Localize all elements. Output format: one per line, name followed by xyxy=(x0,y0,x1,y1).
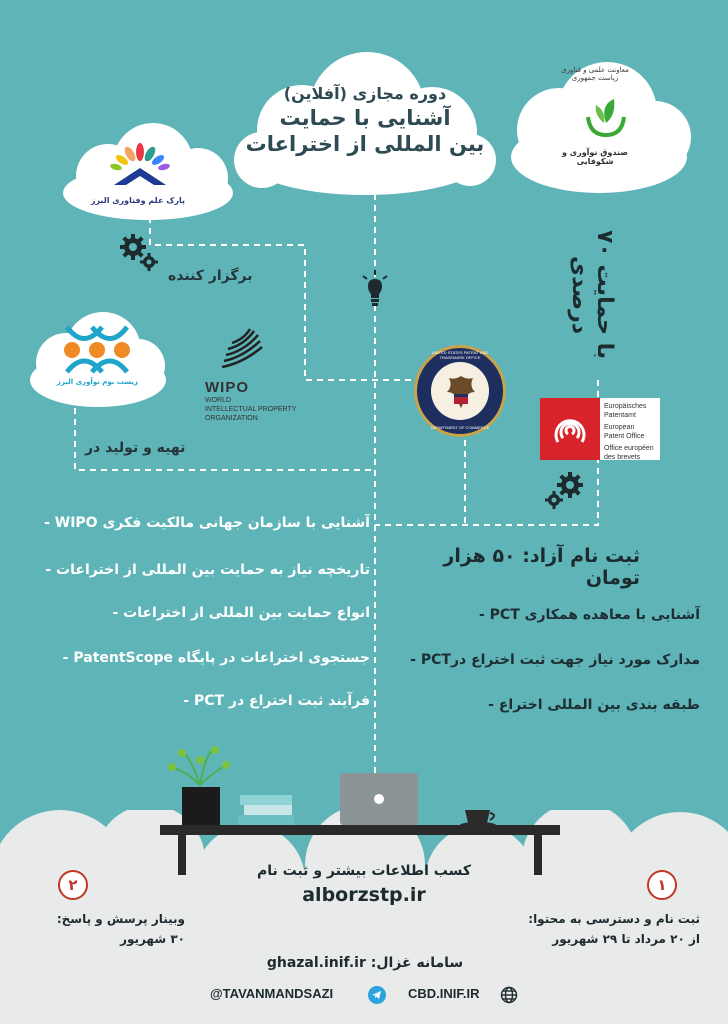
gear-icon-right xyxy=(545,470,585,510)
step1-badge: ۱ xyxy=(647,870,677,900)
step2-date: ۳۰ شهریور xyxy=(120,932,185,946)
organizer-label: برگزار کننده xyxy=(168,268,253,284)
plant-icon xyxy=(168,746,230,825)
vp-fund: صندوق نوآوری و شکوفایی xyxy=(562,148,628,166)
topic-right-2: مدارک مورد نیاز جهت ثبت اختراع درPCT - xyxy=(410,652,700,668)
epo-en2: Patent Office xyxy=(604,433,645,440)
epo-fr2: des brevets xyxy=(604,454,641,461)
telegram-icon xyxy=(368,986,386,1004)
epo-logo xyxy=(540,398,660,460)
epo-fr1: Office européen xyxy=(604,445,654,452)
epo-de1: Europäisches xyxy=(604,403,647,410)
wipo-line3: ORGANIZATION xyxy=(205,415,258,422)
website-link[interactable]: alborzstp.ir xyxy=(302,884,426,906)
registration-price: ثبت نام آزاد: ۵۰ هزار تومان xyxy=(443,545,640,589)
uspto-dept: DEPARTMENT OF COMMERCE xyxy=(430,425,490,430)
support-text: با حمایت ۷۰ درصدی xyxy=(567,230,617,360)
gear-icon-left xyxy=(118,232,158,272)
globe-icon xyxy=(500,986,518,1004)
ecosystem-name: زیست بوم نوآوری البرز xyxy=(56,378,139,386)
topic-left-5: فرآیند ثبت اختراع در PCT - xyxy=(183,693,370,709)
laptop-icon xyxy=(340,773,418,825)
topic-left-1: آشنایی با سازمان جهانی مالکیت فکری WIPO - xyxy=(44,515,370,531)
epo-de2: Patentamt xyxy=(604,412,636,419)
desk-scene xyxy=(160,745,560,875)
course-type: دوره مجازی (آفلاین) xyxy=(283,84,447,103)
info-line: کسب اطلاعات بیشتر و ثبت نام xyxy=(257,863,471,879)
ecosystem-logo xyxy=(62,322,132,377)
park-logo xyxy=(100,140,180,195)
telegram-handle[interactable]: @TAVANMANDSAZI xyxy=(210,986,334,1001)
course-title-line2: بین المللی از اختراعات xyxy=(245,132,485,156)
wipo-line2: INTELLECTUAL PROPERTY xyxy=(205,406,297,413)
topic-left-2: تاریخچه نیاز به حمایت بین المللی از اختراعات - xyxy=(45,562,370,578)
books-icon xyxy=(238,795,294,825)
ghazal-url[interactable]: ghazal.inif.ir xyxy=(266,955,366,971)
topic-left-3: انواع حمایت بین المللی از اختراعات - xyxy=(112,605,370,621)
eagle-icon xyxy=(439,370,483,414)
vp-title: معاونت علمی و فناوری ریاست جمهوری xyxy=(561,66,629,82)
wipo-abbr: WIPO xyxy=(205,379,249,396)
park-name: پارک علم وفناوری البرز xyxy=(90,196,185,205)
ghazal-row xyxy=(240,955,490,977)
step2-title: وبینار پرسش و پاسخ: xyxy=(56,912,185,926)
epo-en1: European xyxy=(604,424,635,431)
course-title-line1: آشنایی با حمایت xyxy=(279,106,451,130)
epo-mark-icon xyxy=(540,398,600,460)
contact-bar xyxy=(210,984,530,1006)
uspto-label: UNITED STATES PATENT AND TRADEMARK OFFICE xyxy=(431,350,489,360)
lightbulb-icon xyxy=(360,268,390,310)
step1-date: از ۲۰ مرداد تا ۲۹ شهریور xyxy=(552,932,700,946)
topic-right-1: آشنایی با معاهده همکاری PCT - xyxy=(478,607,700,623)
web-address[interactable]: CBD.INIF.IR xyxy=(408,986,480,1001)
step2-badge: ۲ xyxy=(58,870,88,900)
topic-right-3: طبقه بندی بین المللی اختراع - xyxy=(488,697,700,713)
uspto-seal xyxy=(414,345,506,437)
topic-left-4: جستجوی اختراعات در پایگاه PatentScope - xyxy=(62,650,370,666)
step1-title: ثبت نام و دسترسی به محتوا: xyxy=(528,912,700,926)
wipo-line1: WORLD xyxy=(205,397,232,404)
ghazal-label: سامانه غزال: xyxy=(370,955,464,971)
producer-label: تهیه و تولید در xyxy=(85,440,186,456)
wipo-logo xyxy=(218,327,268,377)
vp-logo xyxy=(580,95,630,140)
